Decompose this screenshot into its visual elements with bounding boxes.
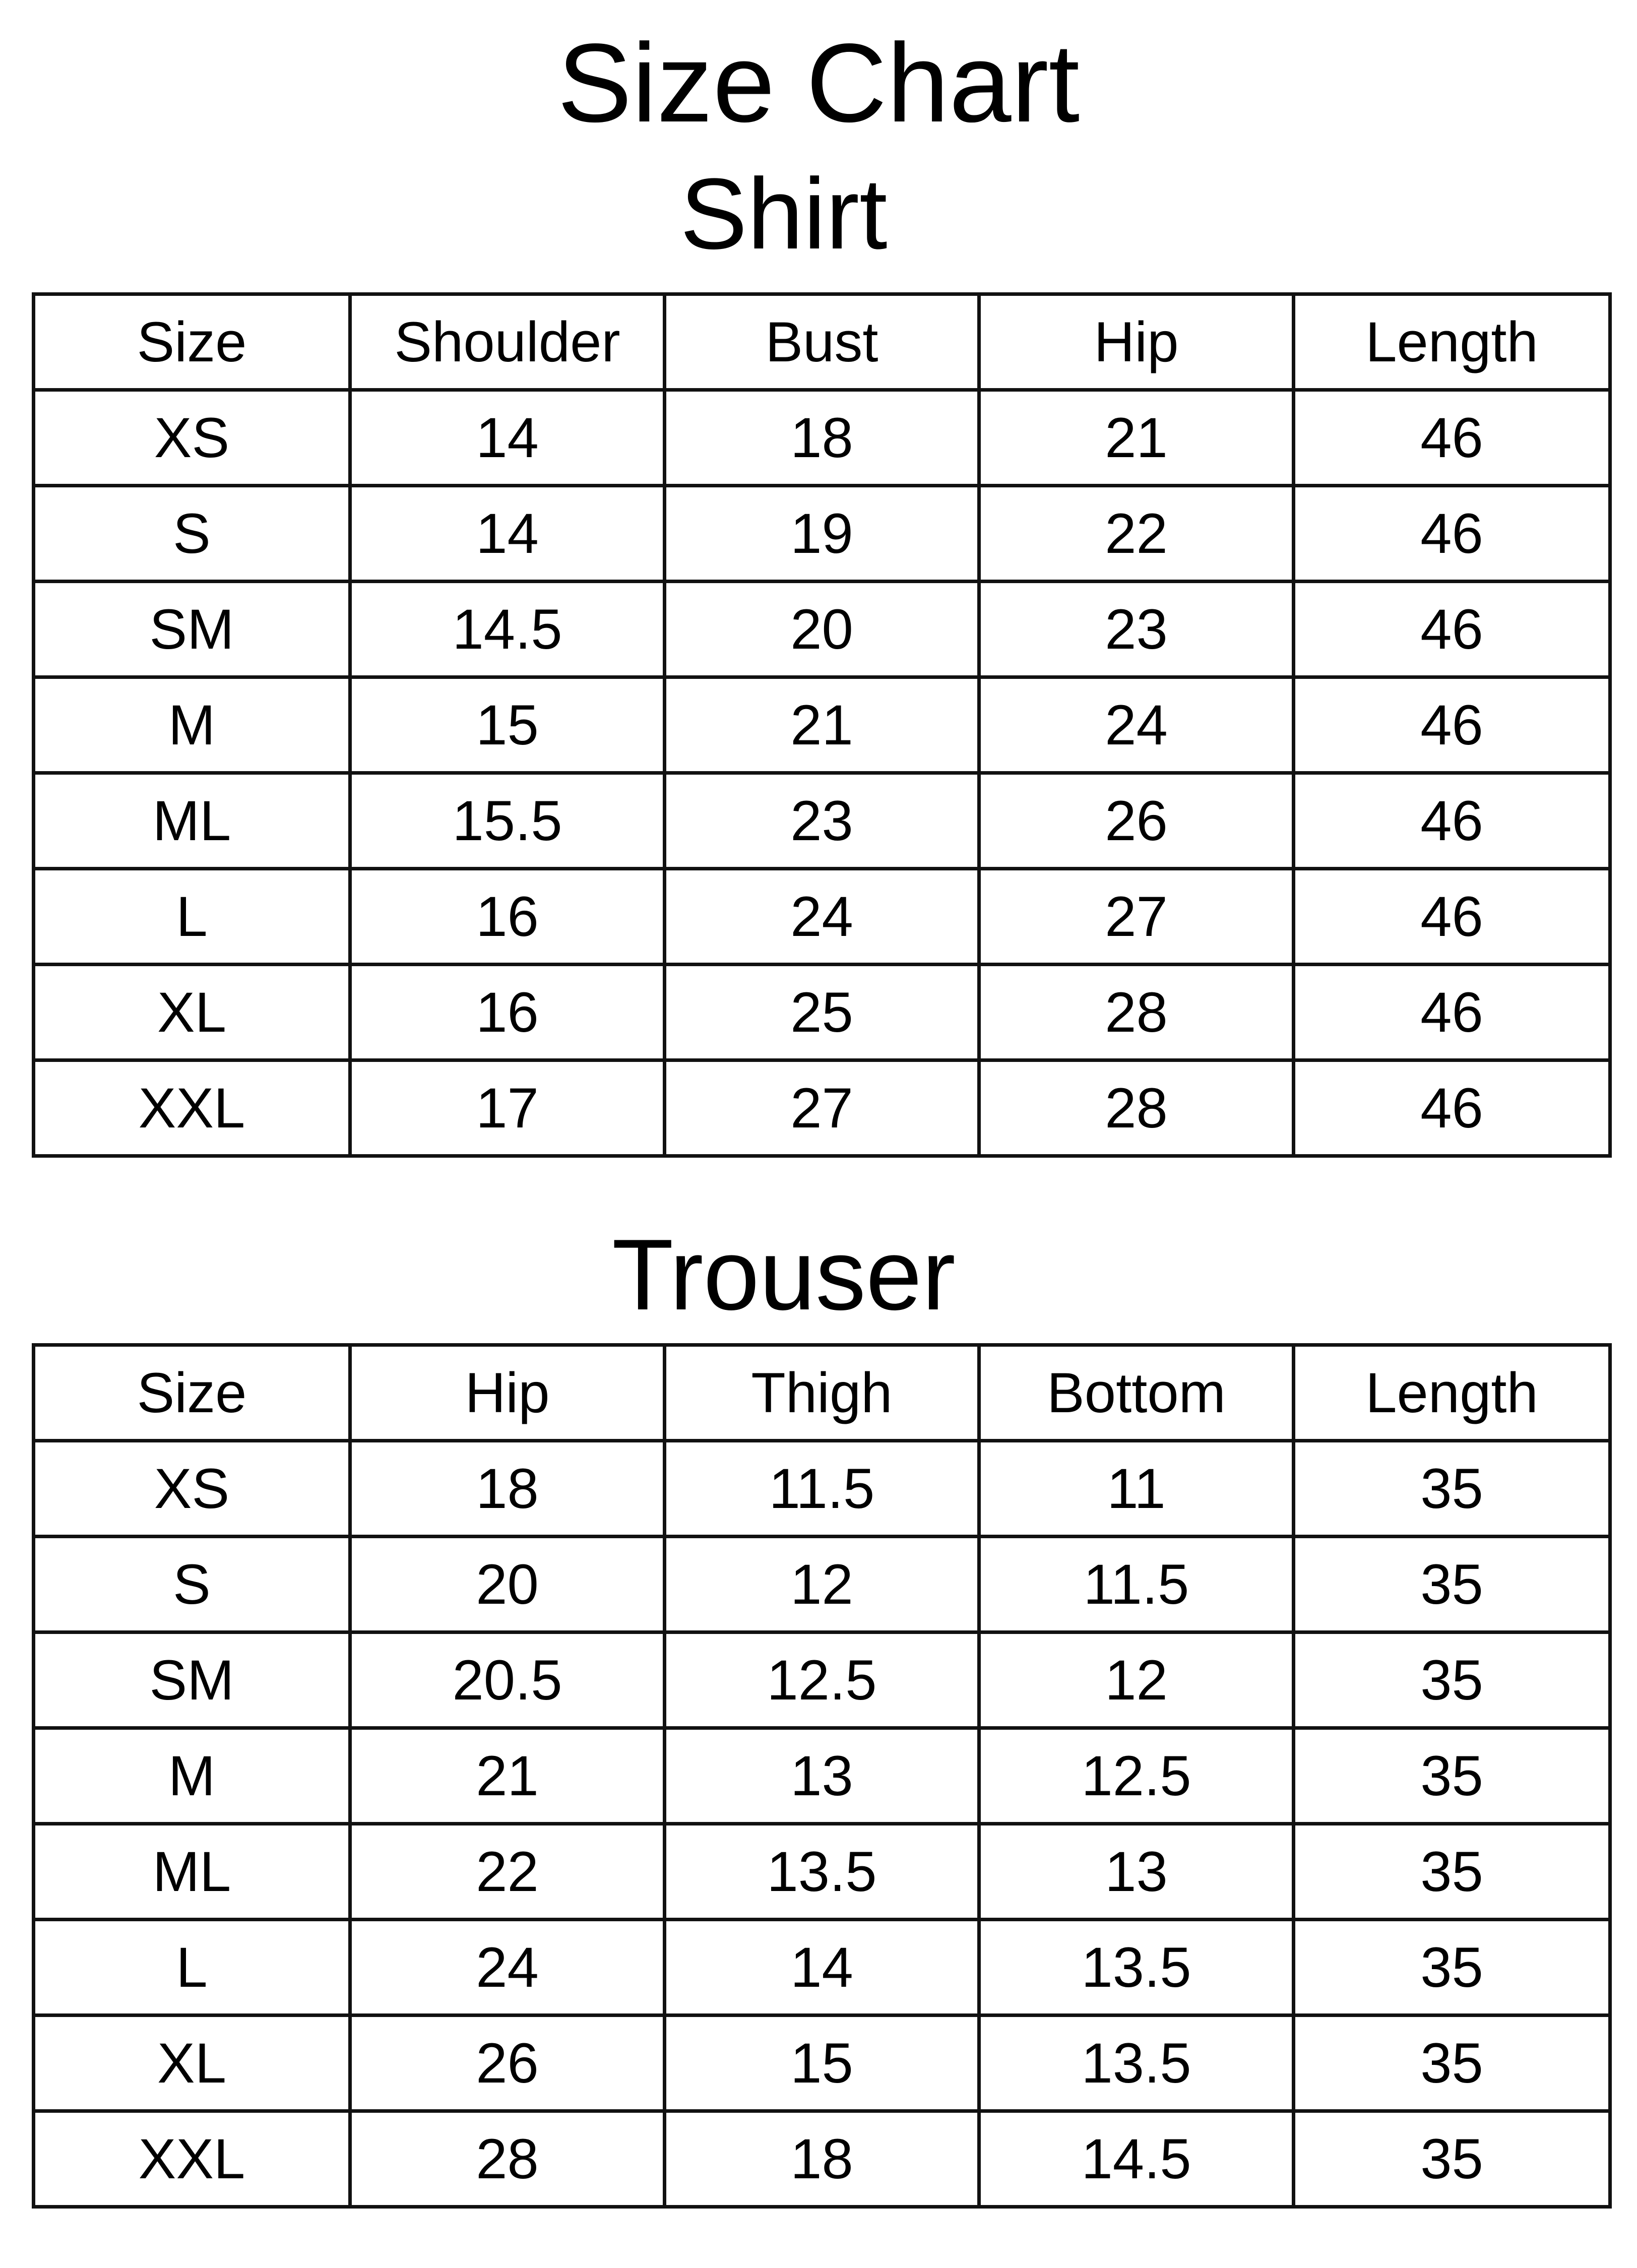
table-cell: 28 bbox=[979, 965, 1294, 1060]
table-cell: 46 bbox=[1294, 486, 1610, 582]
table-cell: XL bbox=[34, 2015, 350, 2111]
trouser-section-title: Trouser bbox=[612, 1219, 956, 1331]
table-cell: 28 bbox=[350, 2111, 665, 2207]
table-cell: 21 bbox=[350, 1728, 665, 1824]
table-cell: XL bbox=[34, 965, 350, 1060]
table-cell: M bbox=[34, 677, 350, 773]
table-cell: 18 bbox=[665, 390, 979, 486]
table-cell: 27 bbox=[665, 1060, 979, 1156]
table-cell: M bbox=[34, 1728, 350, 1824]
table-cell: 16 bbox=[350, 869, 665, 965]
table-cell: 14.5 bbox=[979, 2111, 1294, 2207]
table-row bbox=[34, 1728, 1610, 1824]
table-cell: 19 bbox=[665, 486, 979, 582]
header-thigh: Thigh bbox=[665, 1345, 979, 1441]
table-cell: 14 bbox=[350, 390, 665, 486]
table-cell: 12 bbox=[979, 1632, 1294, 1728]
table-cell: 26 bbox=[979, 773, 1294, 869]
table-cell: 46 bbox=[1294, 965, 1610, 1060]
table-cell: 24 bbox=[350, 1920, 665, 2015]
table-cell: 14.5 bbox=[350, 582, 665, 677]
table-row bbox=[34, 582, 1610, 677]
table-cell: S bbox=[34, 1537, 350, 1632]
header-size: Size bbox=[34, 1345, 350, 1441]
table-cell: 13 bbox=[665, 1728, 979, 1824]
table-cell: 13.5 bbox=[979, 1920, 1294, 2015]
table-cell: 46 bbox=[1294, 582, 1610, 677]
table-row bbox=[34, 2111, 1610, 2207]
table-cell: 35 bbox=[1294, 1824, 1610, 1920]
table-row bbox=[34, 1632, 1610, 1728]
table-cell: 11.5 bbox=[979, 1537, 1294, 1632]
table-cell: 12.5 bbox=[979, 1728, 1294, 1824]
table-cell: ML bbox=[34, 1824, 350, 1920]
table-row bbox=[34, 2015, 1610, 2111]
header-bust: Bust bbox=[665, 294, 979, 390]
table-cell: 13 bbox=[979, 1824, 1294, 1920]
table-row bbox=[34, 965, 1610, 1060]
table-cell: 46 bbox=[1294, 390, 1610, 486]
table-cell: 35 bbox=[1294, 1537, 1610, 1632]
table-cell: L bbox=[34, 1920, 350, 2015]
table-cell: 20 bbox=[665, 582, 979, 677]
page-title: Size Chart bbox=[557, 21, 1080, 146]
table-cell: ML bbox=[34, 773, 350, 869]
table-header-row bbox=[34, 1345, 1610, 1441]
table-cell: 23 bbox=[665, 773, 979, 869]
table-row bbox=[34, 390, 1610, 486]
table-cell: 20.5 bbox=[350, 1632, 665, 1728]
table-cell: 18 bbox=[665, 2111, 979, 2207]
table-cell: 35 bbox=[1294, 1632, 1610, 1728]
table-cell: XS bbox=[34, 1441, 350, 1537]
table-cell: 22 bbox=[979, 486, 1294, 582]
table-cell: 46 bbox=[1294, 773, 1610, 869]
table-cell: 13.5 bbox=[665, 1824, 979, 1920]
table-cell: SM bbox=[34, 582, 350, 677]
table-cell: 15 bbox=[665, 2015, 979, 2111]
table-cell: 25 bbox=[665, 965, 979, 1060]
table-cell: XS bbox=[34, 390, 350, 486]
table-row bbox=[34, 1060, 1610, 1156]
table-cell: 35 bbox=[1294, 1728, 1610, 1824]
table-cell: 35 bbox=[1294, 1920, 1610, 2015]
table-cell: 27 bbox=[979, 869, 1294, 965]
table-header-row bbox=[34, 294, 1610, 390]
table-cell: 46 bbox=[1294, 677, 1610, 773]
table-row bbox=[34, 1920, 1610, 2015]
table-cell: 35 bbox=[1294, 2015, 1610, 2111]
shirt-section-title: Shirt bbox=[680, 158, 888, 270]
table-cell: SM bbox=[34, 1632, 350, 1728]
table-cell: XXL bbox=[34, 1060, 350, 1156]
table-cell: 46 bbox=[1294, 1060, 1610, 1156]
table-cell: 11.5 bbox=[665, 1441, 979, 1537]
table-cell: 22 bbox=[350, 1824, 665, 1920]
table-cell: 14 bbox=[665, 1920, 979, 2015]
table-cell: 12 bbox=[665, 1537, 979, 1632]
table-cell: 15.5 bbox=[350, 773, 665, 869]
table-cell: 24 bbox=[665, 869, 979, 965]
header-bottom: Bottom bbox=[979, 1345, 1294, 1441]
table-cell: 17 bbox=[350, 1060, 665, 1156]
table-cell: 46 bbox=[1294, 869, 1610, 965]
shirt-size-table bbox=[32, 292, 1612, 1158]
table-cell: 13.5 bbox=[979, 2015, 1294, 2111]
header-hip: Hip bbox=[979, 294, 1294, 390]
table-cell: 20 bbox=[350, 1537, 665, 1632]
table-cell: L bbox=[34, 869, 350, 965]
table-cell: 15 bbox=[350, 677, 665, 773]
table-row bbox=[34, 1537, 1610, 1632]
table-cell: 14 bbox=[350, 486, 665, 582]
table-cell: 16 bbox=[350, 965, 665, 1060]
table-cell: 35 bbox=[1294, 2111, 1610, 2207]
trouser-size-table bbox=[32, 1343, 1612, 2209]
table-cell: 24 bbox=[979, 677, 1294, 773]
header-size: Size bbox=[34, 294, 350, 390]
table-cell: S bbox=[34, 486, 350, 582]
table-cell: 26 bbox=[350, 2015, 665, 2111]
table-cell: 21 bbox=[665, 677, 979, 773]
header-shoulder: Shoulder bbox=[350, 294, 665, 390]
header-length: Length bbox=[1294, 1345, 1610, 1441]
table-cell: 21 bbox=[979, 390, 1294, 486]
table-row bbox=[34, 677, 1610, 773]
table-row bbox=[34, 1441, 1610, 1537]
table-cell: 35 bbox=[1294, 1441, 1610, 1537]
table-row bbox=[34, 486, 1610, 582]
table-cell: 11 bbox=[979, 1441, 1294, 1537]
table-cell: 28 bbox=[979, 1060, 1294, 1156]
header-length: Length bbox=[1294, 294, 1610, 390]
table-row bbox=[34, 1824, 1610, 1920]
table-cell: 18 bbox=[350, 1441, 665, 1537]
header-hip: Hip bbox=[350, 1345, 665, 1441]
table-row bbox=[34, 773, 1610, 869]
table-cell: 12.5 bbox=[665, 1632, 979, 1728]
table-row bbox=[34, 869, 1610, 965]
table-cell: XXL bbox=[34, 2111, 350, 2207]
table-cell: 23 bbox=[979, 582, 1294, 677]
